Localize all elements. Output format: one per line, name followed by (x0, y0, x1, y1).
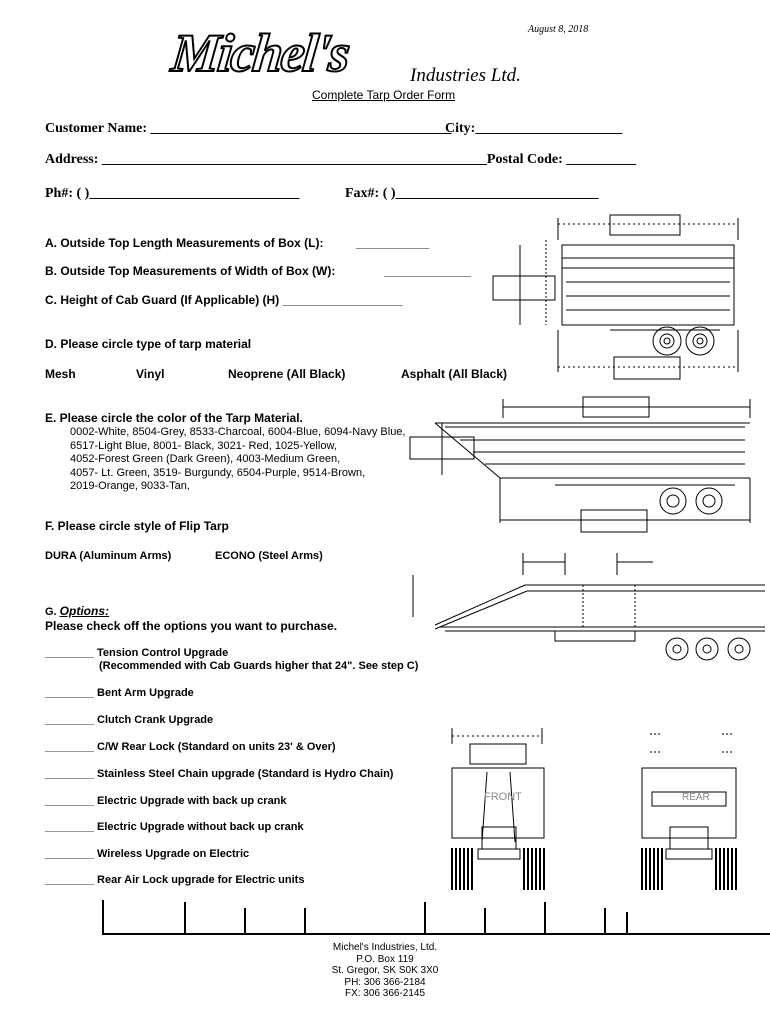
option-row[interactable] (45, 687, 194, 699)
question-b: B. Outside Top Measurements of Width of Box (W): (45, 264, 336, 278)
color-line: 4052-Forest Green (Dark Green), 4003-Medium Green, (70, 453, 341, 465)
question-a: A. Outside Top Length Measurements of Box (L): (45, 236, 324, 250)
footer-po-box: P.O. Box 119 (356, 953, 414, 965)
footer-city: St. Gregor, SK S0K 3X0 (331, 965, 439, 976)
footer-fax: FX: 306 366-2145 (344, 988, 426, 999)
form-date: August 8, 2018 (528, 24, 589, 35)
option-row[interactable] (45, 714, 213, 726)
option-row[interactable] (45, 874, 304, 886)
question-g-title: Options: (59, 604, 109, 618)
diagram-trailer-tarp (405, 393, 770, 538)
front-label: FRONT (484, 791, 522, 803)
option-label: Clutch Crank Upgrade (97, 714, 214, 726)
footer-address (0, 942, 770, 1000)
color-line: 2019-Orange, 9033-Tan, (70, 480, 190, 492)
footer-phone: PH: 306 366-2184 (344, 976, 426, 988)
question-g-prefix: G. (45, 606, 60, 618)
option-checkbox-blank[interactable]: ________ (45, 687, 94, 699)
question-g-instruction: Please check off the options you want to purchase. (45, 619, 338, 633)
city-field[interactable]: City:_____________________ (445, 121, 623, 136)
diagram-front-view (440, 722, 560, 892)
option-label: Wireless Upgrade on Electric (97, 848, 250, 860)
footer-ruler (100, 898, 770, 940)
flip-style-dura[interactable]: DURA (Aluminum Arms) (45, 550, 172, 562)
diagram-long-trailer (405, 545, 770, 670)
footer-company: Michel's Industries, Ltd. (332, 942, 438, 953)
question-e: E. Please circle the color of the Tarp Material. (45, 411, 303, 425)
option-checkbox-blank[interactable]: ________ (45, 714, 94, 726)
option-checkbox-blank[interactable]: ________ (45, 795, 94, 807)
option-row[interactable] (45, 821, 304, 833)
option-note: (Recommended with Cab Guards higher that 24". See step C) (99, 660, 419, 672)
material-vinyl[interactable]: Vinyl (136, 367, 165, 381)
diagram-box-side-view (490, 210, 770, 380)
option-label: Bent Arm Upgrade (97, 687, 194, 699)
option-checkbox-blank[interactable]: ________ (45, 848, 94, 860)
option-label: Rear Air Lock upgrade for Electric units (97, 874, 305, 886)
color-line: 4057- Lt. Green, 3519- Burgundy, 6504-Purple, 9514-Brown, (70, 466, 366, 479)
option-checkbox-blank[interactable]: ________ (45, 874, 94, 886)
option-row[interactable] (45, 768, 393, 780)
question-c[interactable]: C. Height of Cab Guard (If Applicable) (H) __________________ (45, 293, 403, 307)
option-row[interactable] (45, 741, 336, 753)
color-line: 0002-White, 8504-Grey, 8533-Charcoal, 6004-Blue, 6094-Navy Blue, (70, 426, 406, 438)
color-line: 6517-Light Blue, 8001- Black, 3021- Red, 1025-Yellow, (70, 439, 337, 452)
option-checkbox-blank[interactable]: ________ (45, 741, 94, 753)
question-d: D. Please circle type of tarp material (45, 337, 252, 351)
form-title: Complete Tarp Order Form (312, 88, 456, 102)
option-label: C/W Rear Lock (Standard on units 23' & Over) (97, 741, 336, 753)
phone-field[interactable]: Ph#: ( )______________________________ (45, 186, 300, 201)
question-f: F. Please circle style of Flip Tarp (45, 519, 229, 533)
customer-name-field[interactable]: Customer Name: ___________________________________________ (45, 121, 452, 136)
option-label: Electric Upgrade with back up crank (97, 795, 287, 807)
address-field[interactable]: Address: _______________________________________________________Postal Code: __________ (45, 152, 637, 167)
question-g-heading (45, 604, 109, 618)
answer-a-blank[interactable]: ___________ (356, 236, 430, 250)
rear-label: REAR (682, 792, 710, 803)
option-label: Stainless Steel Chain upgrade (Standard is Hydro Chain) (97, 768, 394, 780)
flip-style-econo[interactable]: ECONO (Steel Arms) (215, 550, 323, 562)
answer-b-blank[interactable]: _____________ (384, 264, 471, 278)
option-label: Tension Control Upgrade (97, 647, 229, 659)
material-neoprene[interactable]: Neoprene (All Black) (228, 367, 346, 381)
option-row[interactable] (45, 848, 249, 860)
option-label: Electric Upgrade without back up crank (97, 821, 304, 833)
option-row[interactable] (45, 647, 228, 659)
material-asphalt[interactable]: Asphalt (All Black) (401, 367, 508, 381)
company-logo: Michel's (168, 23, 352, 83)
material-mesh[interactable]: Mesh (45, 367, 76, 381)
diagram-rear-view (630, 722, 750, 892)
option-checkbox-blank[interactable]: ________ (45, 647, 94, 659)
company-name: Industries Ltd. (410, 65, 521, 86)
fax-field[interactable]: Fax#: ( )_____________________________ (345, 186, 599, 201)
option-checkbox-blank[interactable]: ________ (45, 821, 94, 833)
option-row[interactable] (45, 795, 287, 807)
option-checkbox-blank[interactable]: ________ (45, 768, 94, 780)
